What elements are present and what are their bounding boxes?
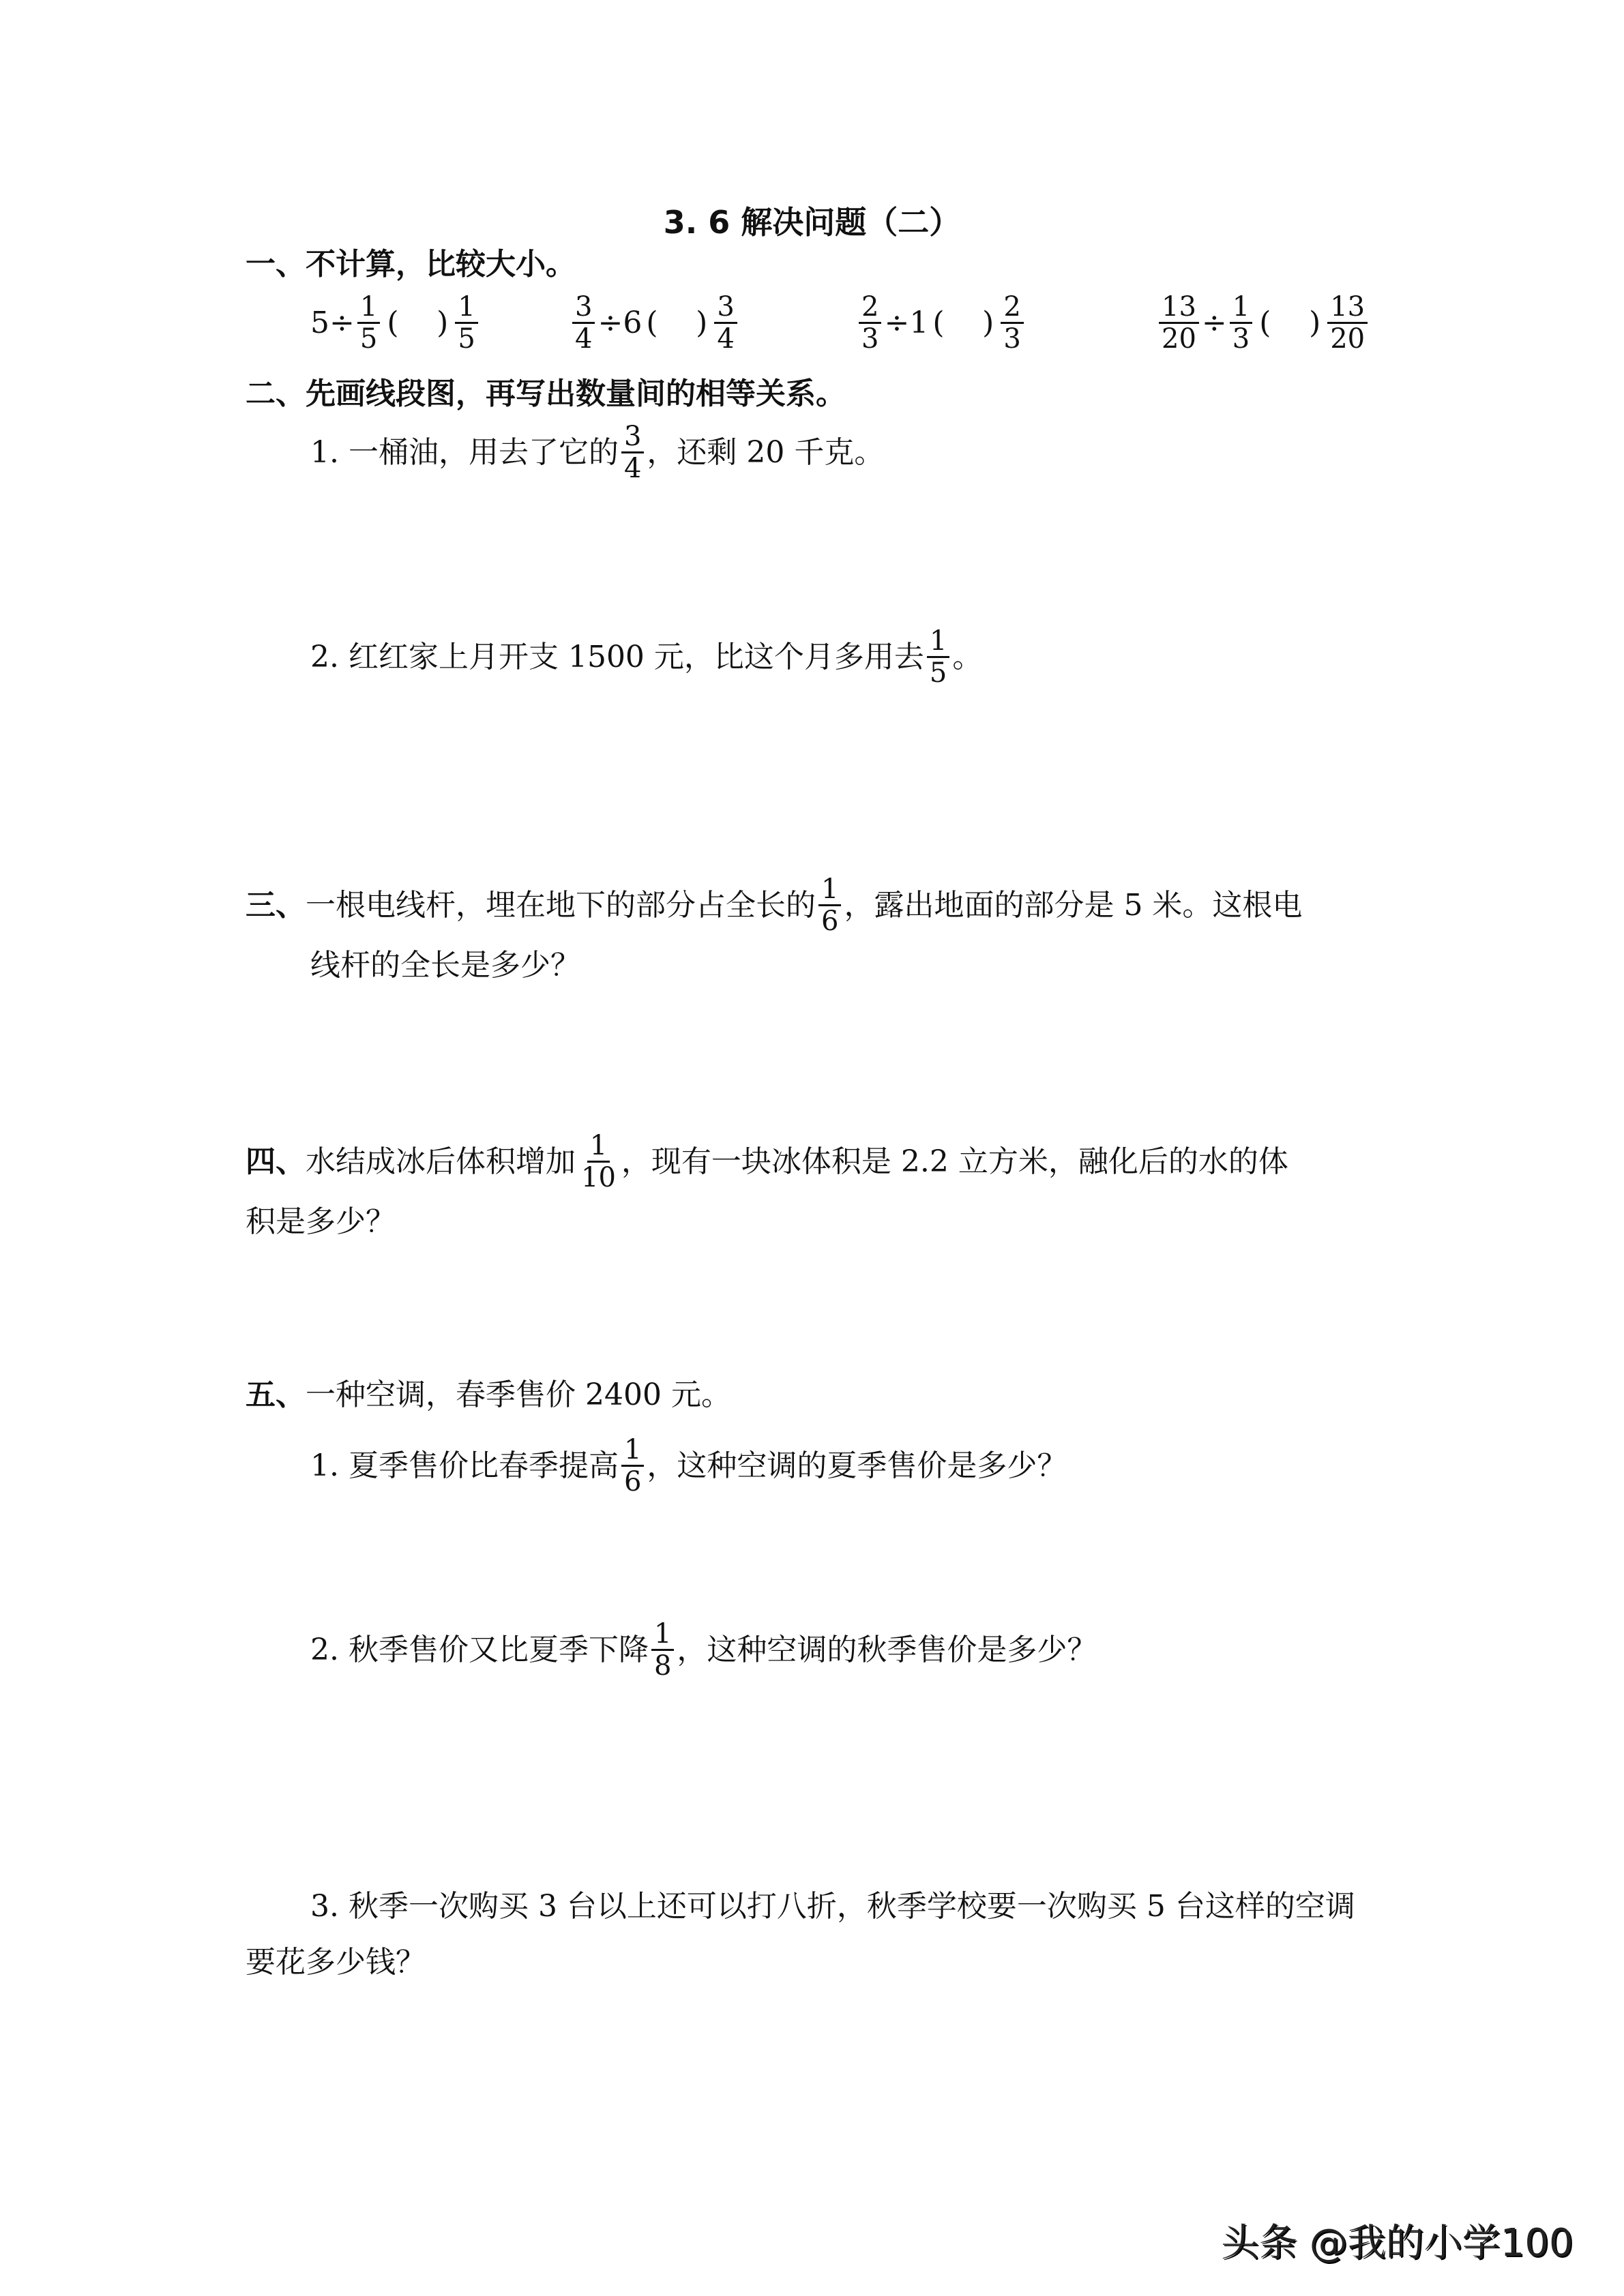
- answer-blank[interactable]: ( ): [646, 305, 708, 340]
- comparison-3: [856, 292, 1027, 354]
- fraction: $\frac{3}{4}$: [621, 421, 644, 483]
- fraction: $\frac{2}{3}$: [859, 292, 881, 354]
- section-5-item-1: 1. 夏季售价比春季提高 $\frac{1}{6}$ ，这种空调的夏季售价是多少？: [310, 1434, 1067, 1497]
- section-4-question: 四、 水结成冰后体积增加 $\frac{1}{10}$ ，现有一块冰体积是 2.2 立方米，融化后的水的体: [246, 1130, 1288, 1193]
- fraction: $\frac{1}{8}$: [651, 1619, 674, 1681]
- fraction: $\frac{1}{5}$: [927, 626, 949, 688]
- section-4-line-2: 积是多少？: [246, 1204, 396, 1239]
- fraction: $\frac{1}{5}$: [357, 292, 380, 354]
- page-title: 3. 6 解决问题（二）: [663, 204, 961, 241]
- fraction: $\frac{2}{3}$: [1001, 292, 1023, 354]
- left-suffix: ÷1: [884, 305, 929, 340]
- fraction: $\frac{3}{4}$: [714, 292, 737, 354]
- left-suffix: ÷: [1201, 305, 1227, 340]
- comparison-1: [310, 292, 481, 354]
- fraction: $\frac{1}{6}$: [818, 874, 841, 936]
- comparison-4: [1156, 292, 1370, 354]
- answer-blank[interactable]: ( ): [387, 305, 449, 340]
- section-5-item-3-line-2: 要花多少钱？: [246, 1945, 426, 1980]
- fraction: $\frac{1}{3}$: [1230, 292, 1252, 354]
- left-prefix: 5÷: [310, 305, 355, 340]
- left-suffix: ÷6: [597, 305, 643, 340]
- section-5-item-2: 2. 秋季售价又比夏季下降 $\frac{1}{8}$ ，这种空调的秋季售价是多少？: [310, 1618, 1097, 1682]
- watermark: 头条 @我的小学100: [1221, 2221, 1574, 2265]
- comparison-2: [570, 292, 740, 354]
- fraction: $\frac{13}{20}$: [1159, 292, 1199, 354]
- fraction: $\frac{1}{6}$: [621, 1435, 644, 1497]
- fraction: $\frac{1}{5}$: [455, 292, 477, 354]
- answer-blank[interactable]: ( ): [932, 305, 994, 340]
- section-3-question: 三、 一根电线杆，埋在地下的部分占全长的 $\frac{1}{6}$ ，露出地面的部分是 5 米。这根电: [246, 874, 1303, 937]
- section-5-heading: 五、一种空调，春季售价 2400 元。: [246, 1377, 731, 1412]
- section-1-heading: 一、不计算，比较大小。: [246, 247, 576, 282]
- fraction: $\frac{13}{20}$: [1327, 292, 1368, 354]
- fraction: $\frac{3}{4}$: [572, 292, 595, 354]
- section-2-item-1: 1. 一桶油，用去了它的 $\frac{3}{4}$ ，还剩 20 千克。: [310, 421, 885, 484]
- section-3-line-2: 线杆的全长是多少？: [310, 948, 580, 983]
- section-2-heading: 二、先画线段图，再写出数量间的相等关系。: [246, 376, 846, 411]
- section-5-item-3: 3. 秋季一次购买 3 台以上还可以打八折，秋季学校要一次购买 5 台这样的空调: [310, 1889, 1355, 1924]
- fraction: $\frac{1}{10}$: [581, 1130, 616, 1193]
- section-2-item-2: 2. 红红家上月开支 1500 元，比这个月多用去 $\frac{1}{5}$ 。: [310, 625, 983, 689]
- answer-blank[interactable]: ( ): [1259, 305, 1321, 340]
